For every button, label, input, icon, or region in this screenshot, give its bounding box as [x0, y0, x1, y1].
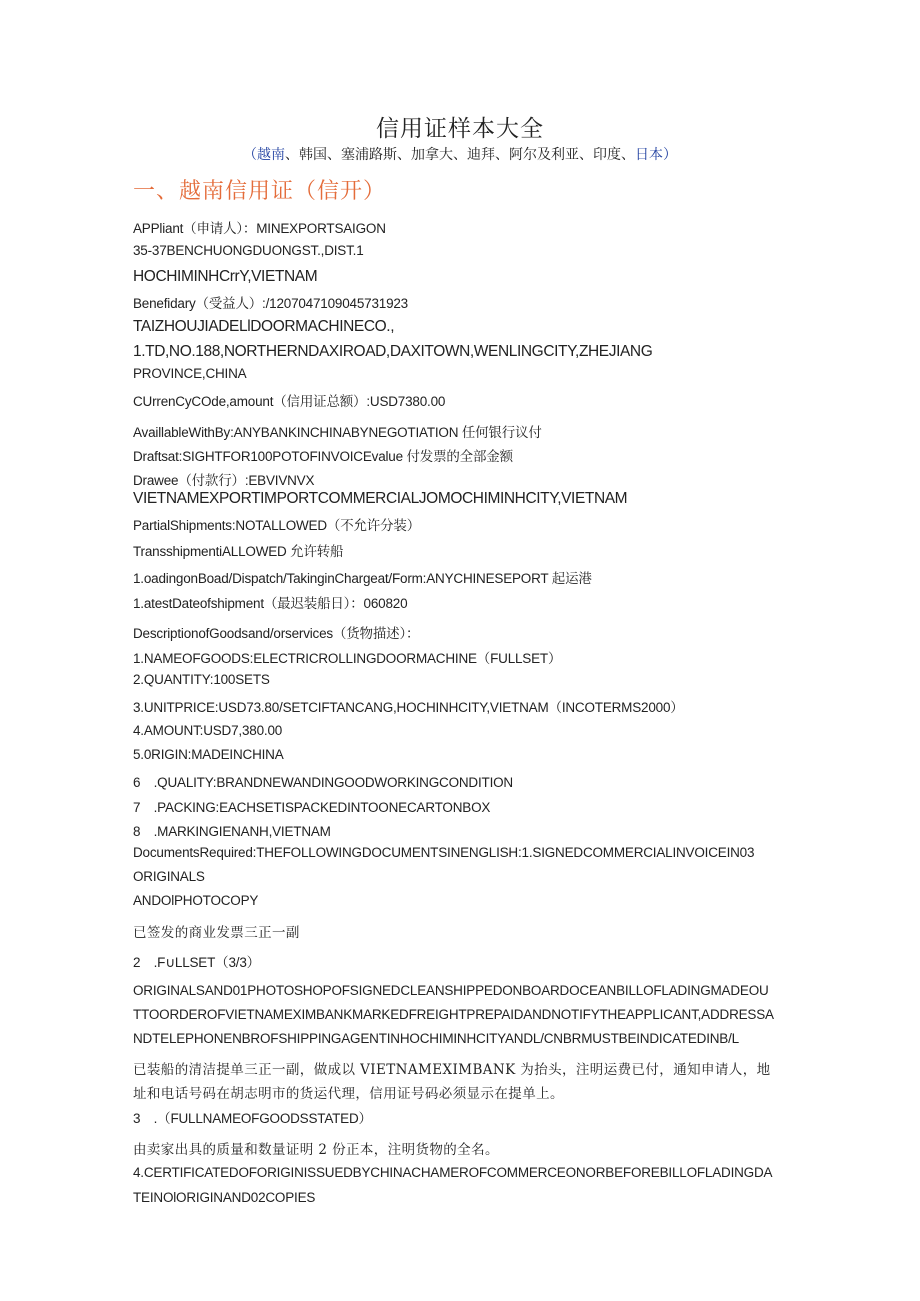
text-line: TTOORDEROFVIETNAMEXIMBANKMARKEDFREIGHTPREPAIDANDNOTIFYTHEAPPLICANT,ADDRESSA	[133, 1007, 774, 1022]
text-line: 1.oadingonBoad/Dispatch/TakinginChargeat/Form:ANYCHINESEPORT 起运港	[133, 571, 592, 586]
text-line: DescriptionofGoodsand/orservices（货物描述）：	[133, 626, 420, 641]
text-line: 1.TD,NO.188,NORTHERNDAXIROAD,DAXITOWN,WENLINGCITY,ZHEJIANG	[133, 343, 653, 360]
text-line: 已签发的商业发票三正一副	[133, 925, 300, 941]
text-line: PartialShipments:NOTALLOWED（不允许分装）	[133, 518, 421, 533]
text-line: TAIZHOUJIADELlDOORMACHINECO.,	[133, 318, 395, 335]
text-line: 5.0RIGIN:MADEINCHINA	[133, 747, 284, 762]
text-line: TEINOlORIGINAND02COPIES	[133, 1190, 316, 1205]
text-line: 7 .PACKING:EACHSETISPACKEDINTOONECARTONBOX	[133, 800, 491, 815]
text-line: CUrrenCyCOde,amount（信用证总额）:USD7380.00	[133, 394, 446, 409]
text-line: Draftsat:SIGHTFOR100POTOFINVOICEvalue 付发票的全部金额	[133, 449, 513, 464]
subtitle-first-country: 越南	[257, 147, 285, 163]
text-line: AvaillableWithBy:ANYBANKINCHINABYNEGOTIATION 任何银行议付	[133, 425, 542, 440]
document-subtitle	[0, 144, 920, 164]
text-line: VIETNAMEXPORTIMPORTCOMMERCIALJOMOCHIMINHCITY,VIETNAM	[133, 490, 628, 507]
text-line: 2 .F∪LLSET（3/3）	[133, 955, 260, 970]
text-line: 4.CERTIFICATEDOFORIGINISSUEDBYCHINACHAMEROFCOMMERCEONORBEFOREBILLOFLADINGDA	[133, 1165, 773, 1180]
subtitle-countries: 、韩国、塞浦路斯、加拿大、迪拜、阿尔及利亚、印度、	[285, 147, 635, 163]
text-line: PROVINCE,CHINA	[133, 366, 247, 381]
text-line: 4.AMOUNT:USD7,380.00	[133, 723, 283, 738]
text-line: 2.QUANTITY:100SETS	[133, 672, 270, 687]
text-line: 1.atestDateofshipment（最迟装船日）：060820	[133, 596, 408, 611]
text-line: 3.UNITPRICE:USD73.80/SETCIFTANCANG,HOCHINHCITY,VIETNAM（INCOTERMS2000）	[133, 700, 684, 715]
subtitle-open: （	[243, 147, 257, 163]
document-title: 信用证样本大全	[376, 116, 544, 142]
text-line: 3 .（FULLNAMEOFGOODSSTATED）	[133, 1111, 372, 1126]
text-line: Benefidary（受益人）:/1207047109045731923	[133, 296, 408, 311]
text-line: ORIGINALSAND01PHOTOSHOPOFSIGNEDCLEANSHIPPEDONBOARDOCEANBILLOFLADINGMADEOU	[133, 983, 769, 998]
text-line: APPliant（申请人）：MINEXPORTSAIGON	[133, 221, 386, 236]
text-line: 6 .QUALITY:BRANDNEWANDINGOODWORKINGCONDITION	[133, 775, 513, 790]
text-line: TransshipmentiALLOWED 允许转船	[133, 544, 344, 559]
text-line: 已装船的清洁提单三正一副，做成以 VIETNAMEXIMBANK 为抬头，注明运费已付，通知申请人，地	[133, 1062, 771, 1078]
text-line: DocumentsRequired:THEFOLLOWINGDOCUMENTSINENGLISH:1.SIGNEDCOMMERCIALINVOICEIN03	[133, 845, 755, 860]
text-line: 1.NAMEOFGOODS:ELECTRICROLLINGDOORMACHINE（FULLSET）	[133, 651, 562, 666]
text-line: ORIGINALS	[133, 869, 205, 884]
text-line: NDTELEPHONENBROFSHIPPINGAGENTINHOCHIMINHCITYANDL/CNBRMUSTBEINDICATEDINB/L	[133, 1031, 739, 1046]
text-line: Drawee（付款行）:EBVIVNVX	[133, 473, 315, 488]
subtitle-close: ）	[663, 147, 677, 163]
text-line: ANDOlPHOTOCOPY	[133, 893, 259, 908]
text-line: 由卖家出具的质量和数量证明 2 份正本，注明货物的全名。	[133, 1142, 499, 1158]
subtitle-last-country: 日本	[635, 147, 663, 163]
text-line: 址和电话号码在胡志明市的货运代理，信用证号码必须显示在提单上。	[133, 1086, 564, 1102]
text-line: HOCHIMINHCrrY,VIETNAM	[133, 268, 318, 285]
text-line: 8 .MARKINGIENANH,VIETNAM	[133, 824, 331, 839]
section-heading: 一、越南信用证（信开）	[133, 179, 387, 204]
text-line: 35-37BENCHUONGDUONGST.,DIST.1	[133, 243, 364, 258]
